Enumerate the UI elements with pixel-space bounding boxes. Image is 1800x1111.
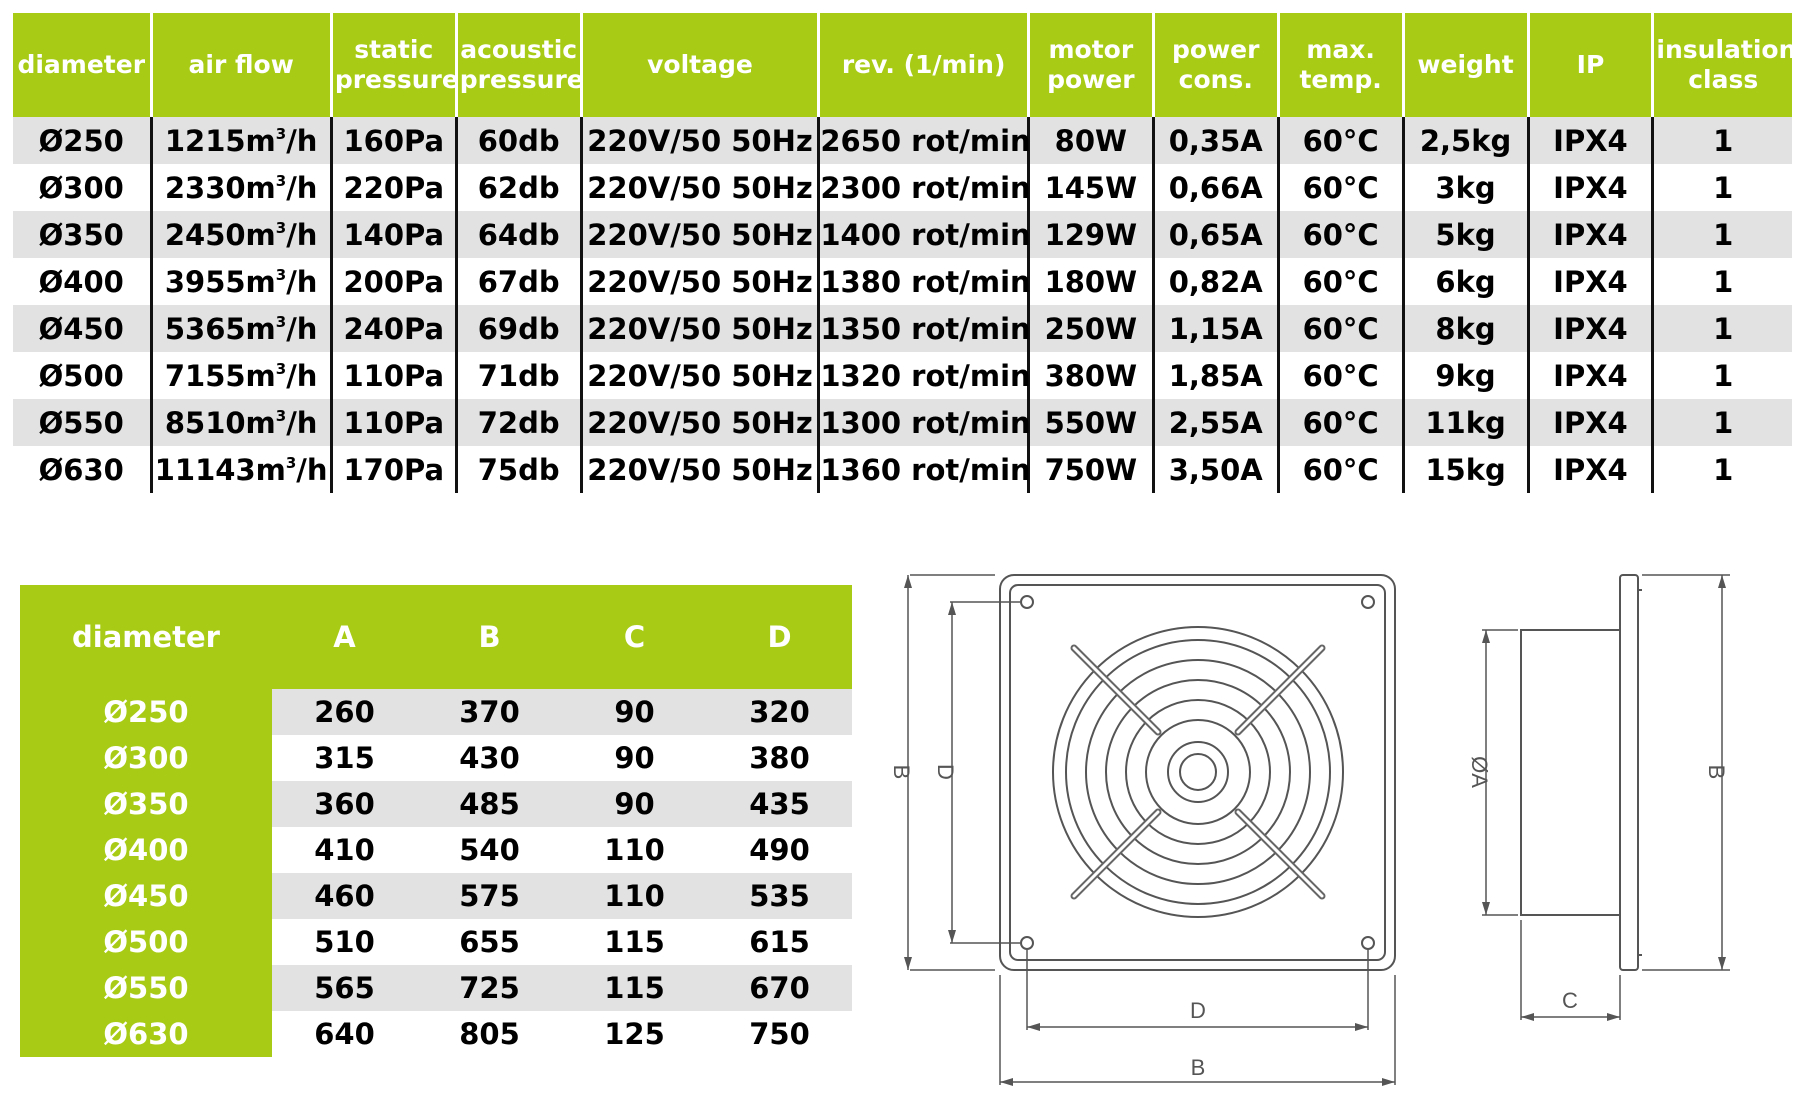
front-d-horizontal-label: D (1190, 998, 1206, 1023)
spec-header-cell: diameter (13, 13, 151, 117)
spec-cell: Ø350 (13, 211, 151, 258)
dim-value-cell: 725 (417, 965, 562, 1011)
dim-value-cell: 490 (749, 833, 810, 867)
front-b-vertical-label: B (889, 764, 914, 780)
spec-cell: 129W (1028, 211, 1153, 258)
spec-cell: 71db (456, 352, 581, 399)
dim-value-cell: 640 (314, 1017, 375, 1051)
spec-row (13, 446, 1792, 493)
dim-row (20, 965, 852, 1011)
spec-cell: 160Pa (331, 117, 456, 164)
spec-cell: IPX4 (1528, 164, 1653, 211)
spec-cell: 220V/50 50Hz (581, 117, 819, 164)
dim-row (20, 873, 852, 919)
side-b-vertical-label: B (1704, 764, 1729, 780)
spec-cell: 1,85A (1153, 352, 1278, 399)
spec-cell: 60°C (1278, 258, 1403, 305)
spec-cell: 72db (456, 399, 581, 446)
spec-cell: 170Pa (331, 446, 456, 493)
spec-cell: 1,15A (1153, 305, 1278, 352)
dim-value-cell: 360 (272, 781, 417, 827)
dim-value-cell: 90 (614, 741, 655, 775)
dim-value-cell: 370 (417, 689, 562, 735)
spec-cell: 60°C (1278, 446, 1403, 493)
outer-plate (1000, 575, 1395, 970)
side-view-drawing (1460, 560, 1740, 1040)
spec-cell: 0,82A (1153, 258, 1278, 305)
dim-diameter-cell: Ø450 (103, 879, 189, 913)
spec-cell: 220V/50 50Hz (581, 211, 819, 258)
spec-cell: 11kg (1403, 399, 1528, 446)
spec-header-cell: rev. (1/min) (819, 13, 1029, 117)
dim-row (20, 735, 852, 781)
spec-cell: 2300 rot/min (819, 164, 1029, 211)
dim-value-cell: 410 (314, 833, 375, 867)
dim-row (20, 781, 852, 827)
spec-cell: IPX4 (1528, 352, 1653, 399)
spec-table (13, 13, 1797, 493)
spec-cell: 5kg (1403, 211, 1528, 258)
spec-cell: IPX4 (1528, 211, 1653, 258)
spec-cell: Ø400 (38, 264, 124, 299)
dim-value-cell: 435 (707, 781, 852, 827)
spec-header-cell: insulation class (1653, 13, 1792, 117)
spec-cell: 110Pa (331, 352, 456, 399)
side-plate (1620, 575, 1638, 970)
spec-row (13, 399, 1792, 446)
side-a-diameter-label: ØA (1467, 756, 1492, 788)
dim-diameter-cell: Ø350 (103, 787, 189, 821)
spec-cell: 0,65A (1153, 211, 1278, 258)
spec-cell: 1 (1653, 446, 1792, 493)
dim-row (20, 919, 852, 965)
hub (1168, 742, 1228, 802)
dim-diameter-cell: Ø500 (103, 925, 189, 959)
spec-cell: 250W (1028, 305, 1153, 352)
side-housing (1521, 630, 1620, 915)
dim-header-cell: A (333, 620, 356, 654)
front-b-horizontal-label: B (1190, 1055, 1206, 1080)
front-d-vertical-label: D (933, 764, 958, 780)
spec-cell: IPX4 (1528, 399, 1653, 446)
dim-value-cell: 750 (749, 1017, 810, 1051)
dim-value-cell: 110 (562, 873, 707, 919)
spec-cell: $2330m^3/h$ (151, 164, 331, 211)
spec-header-cell: air flow (151, 13, 331, 117)
spec-cell: 1320 rot/min (819, 352, 1029, 399)
spec-cell: 3kg (1403, 164, 1528, 211)
spec-cell: $7155m^3/h$ (151, 352, 331, 399)
spec-cell: 110Pa (331, 399, 456, 446)
spec-cell: 750W (1028, 446, 1153, 493)
spec-cell: 80W (1028, 117, 1153, 164)
dim-value-cell: 115 (604, 925, 665, 959)
spec-cell: Ø550 (13, 399, 151, 446)
spec-cell: 220V/50 50Hz (581, 352, 819, 399)
spec-cell: 1300 rot/min (819, 399, 1029, 446)
dim-diameter-cell: Ø250 (103, 695, 189, 729)
spec-cell: 69db (456, 305, 581, 352)
spec-cell: 1 (1653, 164, 1792, 211)
spec-cell: 3,50A (1153, 446, 1278, 493)
spec-cell: 8kg (1403, 305, 1528, 352)
spec-cell: 220Pa (331, 164, 456, 211)
dim-value-cell: 510 (314, 925, 375, 959)
spec-cell: 67db (456, 258, 581, 305)
spec-cell: 60°C (1278, 117, 1403, 164)
spec-header-cell: static pressure (331, 13, 456, 117)
dim-value-cell: 90 (562, 781, 707, 827)
spec-cell: 1400 rot/min (819, 211, 1029, 258)
dim-value-cell: 565 (272, 965, 417, 1011)
dim-diameter-cell: Ø550 (103, 971, 189, 1005)
spec-cell: 220V/50 50Hz (581, 446, 819, 493)
spec-cell: 64db (456, 211, 581, 258)
dim-row (20, 689, 852, 735)
spec-cell: 1 (1653, 117, 1792, 164)
dim-value-cell: 260 (272, 689, 417, 735)
spec-cell: 220V/50 50Hz (581, 164, 819, 211)
spec-cell: IPX4 (1528, 305, 1653, 352)
spec-cell: IPX4 (1528, 446, 1653, 493)
spec-cell: $8510m^3/h$ (151, 399, 331, 446)
spec-cell: 1 (1653, 305, 1792, 352)
spec-cell: 0,35A (1153, 117, 1278, 164)
spec-cell: 60°C (1278, 352, 1403, 399)
spec-cell: IPX4 (1528, 117, 1653, 164)
front-view-drawing (880, 560, 1420, 1100)
spec-cell: 60°C (1278, 305, 1403, 352)
dim-header-cell: B (478, 620, 501, 654)
spec-header-cell: motor power (1028, 13, 1153, 117)
spec-cell: 2650 rot/min (819, 117, 1029, 164)
spec-cell: 9kg (1403, 352, 1528, 399)
dim-diameter-cell: Ø300 (103, 741, 189, 775)
dim-header-cell: C (623, 620, 646, 654)
spec-cell: Ø450 (13, 305, 151, 352)
dim-diameter-cell: Ø400 (103, 833, 189, 867)
spec-cell: 180W (1028, 258, 1153, 305)
dim-value-cell: 535 (707, 873, 852, 919)
spec-cell: 220V/50 50Hz (581, 258, 819, 305)
dim-value-cell: 430 (459, 741, 520, 775)
dim-value-cell: 90 (562, 689, 707, 735)
spec-cell: $1215m^3/h$ (151, 117, 331, 164)
dim-body (20, 689, 852, 1057)
dim-value-cell: 320 (707, 689, 852, 735)
spec-cell: 145W (1028, 164, 1153, 211)
spec-cell: 2,55A (1153, 399, 1278, 446)
dim-value-cell: 805 (459, 1017, 520, 1051)
spec-cell: 2,5kg (1403, 117, 1528, 164)
dim-header-row (20, 585, 852, 689)
spec-cell: 15kg (1403, 446, 1528, 493)
spec-cell: 240Pa (331, 305, 456, 352)
spec-cell: 1380 rot/min (819, 258, 1029, 305)
spec-header-cell: max. temp. (1278, 13, 1403, 117)
spec-cell: 1350 rot/min (819, 305, 1029, 352)
dim-value-cell: 670 (707, 965, 852, 1011)
spec-cell: 6kg (1403, 258, 1528, 305)
dim-value-cell: 540 (459, 833, 520, 867)
spec-row (13, 352, 1792, 399)
dim-value-cell: 485 (417, 781, 562, 827)
spec-cell: 60db (456, 117, 581, 164)
spec-cell: $11143m^3/h$ (151, 446, 331, 493)
dim-header-cell: D (767, 620, 792, 654)
spec-row (13, 258, 1792, 305)
spec-header-row (13, 13, 1792, 117)
spec-header-cell: weight (1403, 13, 1528, 117)
spec-cell: 1 (1653, 399, 1792, 446)
spec-body (13, 117, 1792, 493)
dim-value-cell: 615 (749, 925, 810, 959)
spec-cell: 0,66A (1153, 164, 1278, 211)
spec-header-cell: power cons. (1153, 13, 1278, 117)
spec-cell: 220V/50 50Hz (581, 305, 819, 352)
dimensions-table (20, 585, 852, 1057)
spec-cell: 60°C (1278, 399, 1403, 446)
spec-header-cell: acoustic pressure (456, 13, 581, 117)
dim-value-cell: 115 (562, 965, 707, 1011)
dim-value-cell: 460 (272, 873, 417, 919)
dim-header-cell: diameter (72, 620, 220, 654)
dim-value-cell: 655 (459, 925, 520, 959)
spec-cell: 380W (1028, 352, 1153, 399)
spec-cell: 1 (1653, 352, 1792, 399)
spec-cell: Ø630 (38, 452, 124, 487)
dim-value-cell: 575 (417, 873, 562, 919)
dim-value-cell: 110 (604, 833, 665, 867)
spec-cell: $5365m^3/h$ (151, 305, 331, 352)
dim-row (20, 827, 852, 873)
spec-cell: 62db (456, 164, 581, 211)
dim-row (20, 1011, 852, 1057)
spec-cell: 1 (1653, 258, 1792, 305)
dim-diameter-cell: Ø630 (103, 1017, 189, 1051)
dim-value-cell: 315 (314, 741, 375, 775)
spec-cell: Ø250 (13, 117, 151, 164)
spec-cell: IPX4 (1528, 258, 1653, 305)
spec-cell: Ø300 (38, 170, 124, 205)
spec-cell: 1360 rot/min (819, 446, 1029, 493)
side-view-svg (1460, 560, 1740, 1040)
spec-cell: $3955m^3/h$ (151, 258, 331, 305)
side-c-horizontal-label: C (1562, 988, 1578, 1013)
spec-header-cell: voltage (581, 13, 819, 117)
spec-cell: 1 (1653, 211, 1792, 258)
spec-cell: 200Pa (331, 258, 456, 305)
spec-cell: $2450m^3/h$ (151, 211, 331, 258)
spec-row (13, 164, 1792, 211)
spec-row (13, 305, 1792, 352)
spec-cell: 75db (456, 446, 581, 493)
spec-cell: Ø500 (38, 358, 124, 393)
dim-value-cell: 380 (749, 741, 810, 775)
spec-row (13, 117, 1792, 164)
spec-cell: 140Pa (331, 211, 456, 258)
spec-cell: 220V/50 50Hz (581, 399, 819, 446)
spec-cell: 550W (1028, 399, 1153, 446)
spec-cell: 60°C (1278, 164, 1403, 211)
front-view-svg (880, 560, 1420, 1100)
spec-row (13, 211, 1792, 258)
spec-header-cell: IP (1528, 13, 1653, 117)
spec-cell: 60°C (1278, 211, 1403, 258)
dim-value-cell: 125 (604, 1017, 665, 1051)
